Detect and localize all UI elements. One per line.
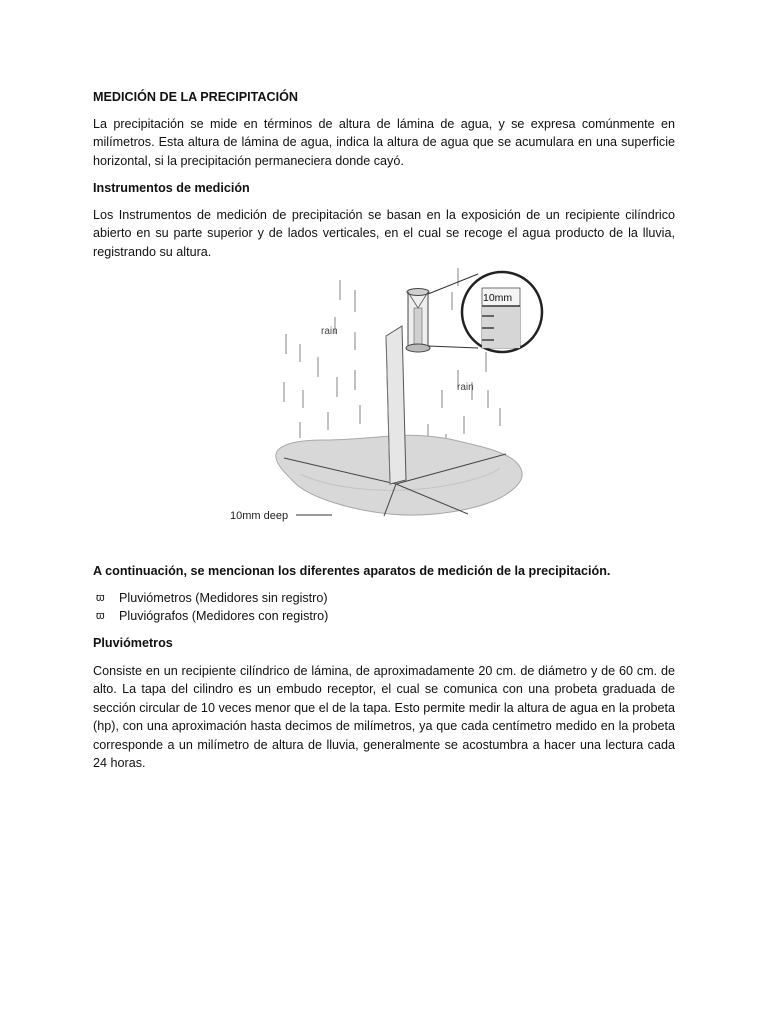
instruments-list xyxy=(93,589,328,625)
depth-label: 10mm deep xyxy=(230,510,289,522)
section-heading-pluviometros: Pluviómetros xyxy=(93,636,173,650)
rain-gauge-illustration xyxy=(200,262,570,544)
gauge-cylinder xyxy=(406,289,430,353)
magnified-scale xyxy=(462,272,542,352)
page-title: MEDICIÓN DE LA PRECIPITACIÓN xyxy=(93,90,299,104)
lead-sentence: A continuación, se mencionan los diferentes aparatos de medición de la precipitación. xyxy=(93,564,611,578)
list-item-label: Pluviómetros (Medidores sin registro) xyxy=(119,591,328,605)
section-heading-instruments: Instrumentos de medición xyxy=(93,181,250,195)
list-item-label: Pluviógrafos (Medidores con registro) xyxy=(119,609,329,623)
bullet-symbol: ϖ xyxy=(96,592,105,604)
bullet-symbol: ϖ xyxy=(96,610,105,622)
intro-paragraph: La precipitación se mide en términos de altura de lámina de agua, y se expresa comúnmente en milímetros. Esta altura de lámina de agua, indica la altura de agua que se acumulara en una superficie horizontal, si la precipitación permaneciera donde cayó. xyxy=(93,117,675,168)
instruments-paragraph: Los Instrumentos de medición de precipitación se basan en la exposición de un recipiente cilíndrico abierto en su parte superior y de lados verticales, en el cual se recoge el agua producto de la lluvia, registrando su altura. xyxy=(93,208,675,259)
scale-label: 10mm xyxy=(483,292,513,304)
rain-label-right: rain xyxy=(457,382,474,393)
list-item xyxy=(93,589,328,607)
pluviometros-paragraph: Consiste en un recipiente cilíndrico de lámina, de aproximadamente 20 cm. de diámetro y de 60 cm. de alto. La tapa del cilindro es un embudo receptor, el cual se comunica con una probeta graduada de sección circular de 10 veces menor que el de la tapa. Esto permite medir la altura de agua en la probeta (hp), con una aproximación hasta decimos de milímetros, ya que cada centímetro medido en la probeta corresponde a un milímetro de altura de lluvia, generalmente se acostumbra a hacer una lectura cada 24 horas. xyxy=(93,664,675,771)
rain-label-left: rain xyxy=(321,326,338,337)
list-item xyxy=(93,607,328,625)
